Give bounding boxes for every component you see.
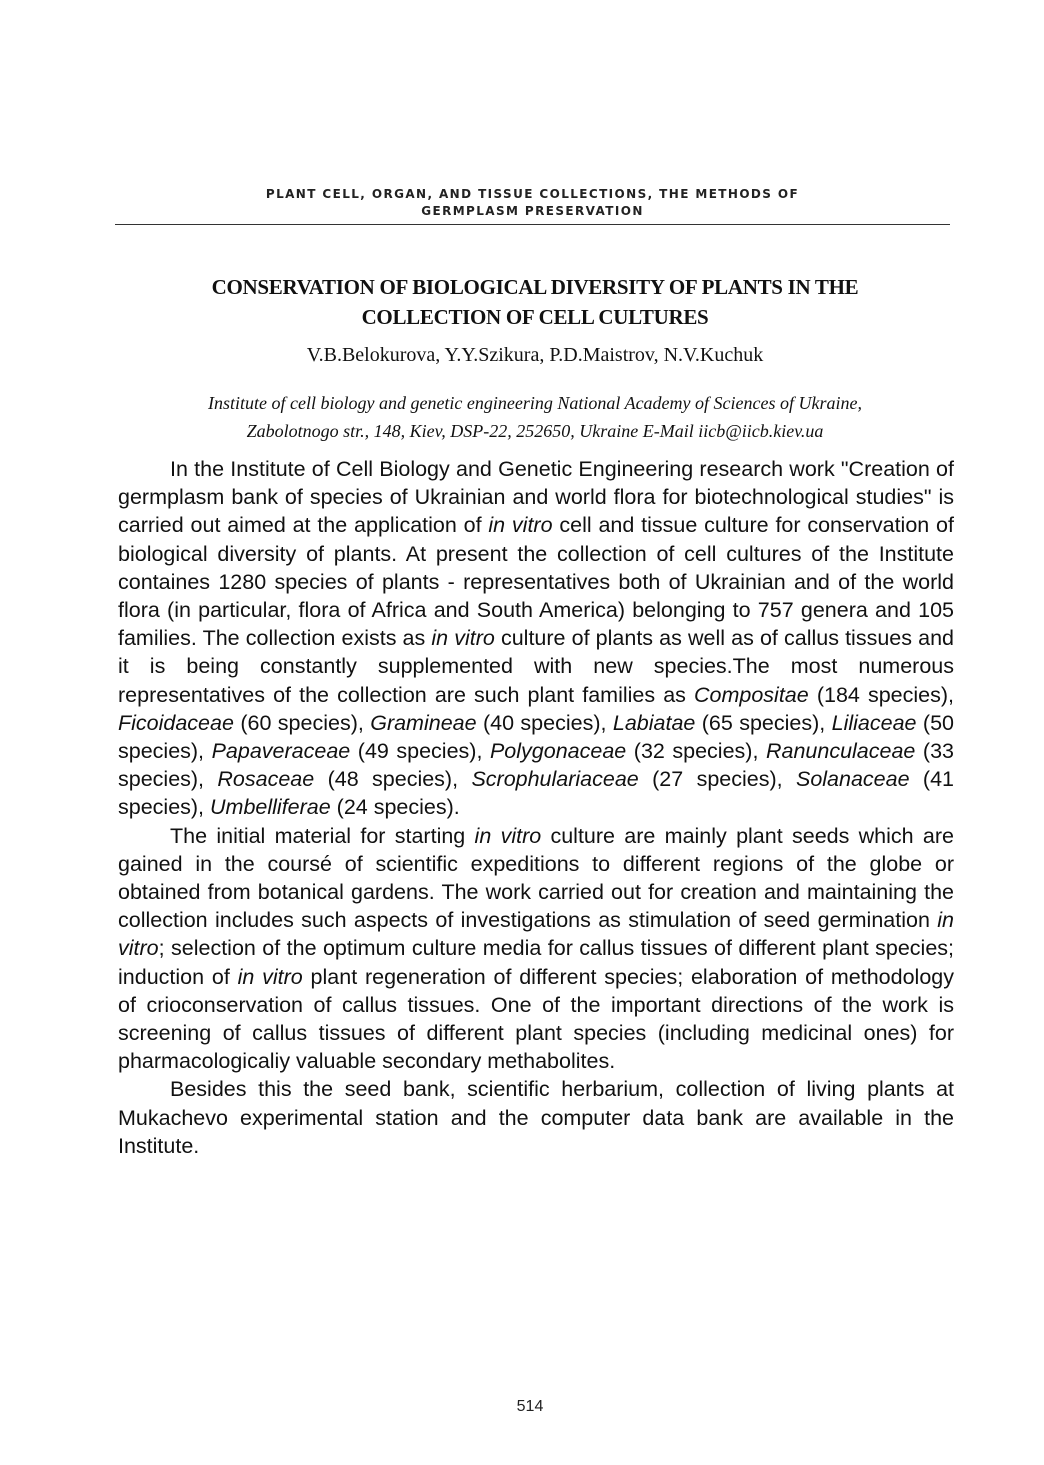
family-name: Polygonaceae [489, 739, 627, 764]
running-header [115, 186, 950, 220]
text-run: (41 species), [118, 767, 954, 820]
text-run: (33 species), [118, 739, 954, 792]
text-run: (32 species), [626, 739, 766, 764]
text-run: (184 species), [808, 682, 954, 707]
text-run: (60 species), [233, 710, 371, 735]
family-name: Compositae [694, 682, 809, 707]
text-run: The initial material for starting [170, 823, 475, 848]
paragraph-2 [118, 822, 954, 1076]
family-name: Labiatae [612, 710, 696, 735]
paragraph-3 [118, 1075, 954, 1160]
text-run: Besides this the seed bank, scientific herbarium, collection of living plants at Mukachevo experimental station and the computer data bank are available in the Institute. [118, 1077, 954, 1158]
text-run: (40 species), [476, 710, 613, 735]
paper-title [120, 272, 950, 332]
italic-term: in vitro [237, 964, 303, 989]
family-name: Papaveraceae [211, 739, 351, 764]
italic-term: in vitro [118, 908, 954, 961]
running-header-line-1: PLANT CELL, ORGAN, AND TISSUE COLLECTIONS, THE METHODS OF [265, 187, 800, 201]
text-run: cell and tissue culture for conservation of biological diversity of plants. At present the collection of cell cultures of the Institute containes 1280 species of plants - representatives both of Ukrainian and of the world flora (in particular, flora of Africa and South America) belonging to 757 genera and 105 families. The collection exists as [118, 513, 954, 651]
text-run: plant regeneration of different species; elaboration of methodology of crioconservation of callus tissues. One of the important directions of the work is screening of callus tissues of different plant species (including medicinal ones) for pharmacologicaliy valuable secondary methabolites. [118, 964, 954, 1074]
paragraph-1 [118, 455, 954, 822]
family-name: Rosaceae [217, 767, 315, 792]
family-name: Ficoidaceae [118, 710, 234, 735]
text-run: (24 species). [330, 795, 460, 820]
text-run: (50 species), [118, 710, 954, 764]
text-run: (49 species), [350, 739, 490, 764]
family-name: Solanaceae [795, 767, 910, 792]
affiliation-line-1: Institute of cell biology and genetic engineering National Academy of Sciences of Ukraine, [207, 393, 862, 413]
body-text [118, 455, 954, 1160]
italic-term: in vitro [474, 823, 542, 848]
text-run: culture are mainly plant seeds which are gained in the coursé of scientific expeditions to different regions of the globe or obtained from botanical gardens. The work carried out for creation and maintaining the collection includes such aspects of investigations as stimulation of seed germination [118, 823, 954, 933]
authors: V.B.Belokurova, Y.Y.Szikura, P.D.Maistrov, N.V.Kuchuk [306, 344, 764, 366]
italic-term: in vitro [488, 513, 553, 538]
family-name: Gramineae [370, 710, 477, 735]
header-divider [115, 224, 950, 225]
family-name: Umbelliferae [210, 795, 331, 820]
text-run: In the Institute of Cell Biology and Genetic Engineering research work "Creation of germplasm bank of species of Ukrainian and world flora for biotechnological studies" is carried out aimed at the application of [118, 457, 954, 538]
affiliation-line-2: Zabolotnogo str., 148, Kiev, DSP-22, 252650, Ukraine E-Mail iicb@iicb.kiev.ua [246, 421, 824, 441]
family-name: Liliaceae [831, 710, 917, 735]
page-number: 514 [516, 1398, 544, 1415]
text-run: (48 species), [314, 767, 472, 792]
paper-title-line-1: CONSERVATION OF BIOLOGICAL DIVERSITY OF PLANTS IN THE [211, 275, 859, 299]
text-run: ; selection of the optimum culture media for callus tissues of different plant species; induction of [118, 936, 954, 989]
italic-term: in vitro [431, 626, 495, 651]
affiliation [115, 389, 955, 445]
paper-title-line-2: COLLECTION OF CELL CULTURES [361, 305, 709, 329]
family-name: Ranunculaceae [765, 739, 916, 764]
running-header-line-2: GERMPLASM PRESERVATION [421, 204, 644, 218]
text-run: culture of plants as well as of callus tissues and it is being constantly supplemented with new species.The most numerous representatives of the collection are such plant families as [118, 626, 954, 707]
text-run: (27 species), [638, 767, 796, 792]
text-run: (65 species), [695, 710, 832, 735]
family-name: Scrophulariaceae [471, 767, 639, 792]
